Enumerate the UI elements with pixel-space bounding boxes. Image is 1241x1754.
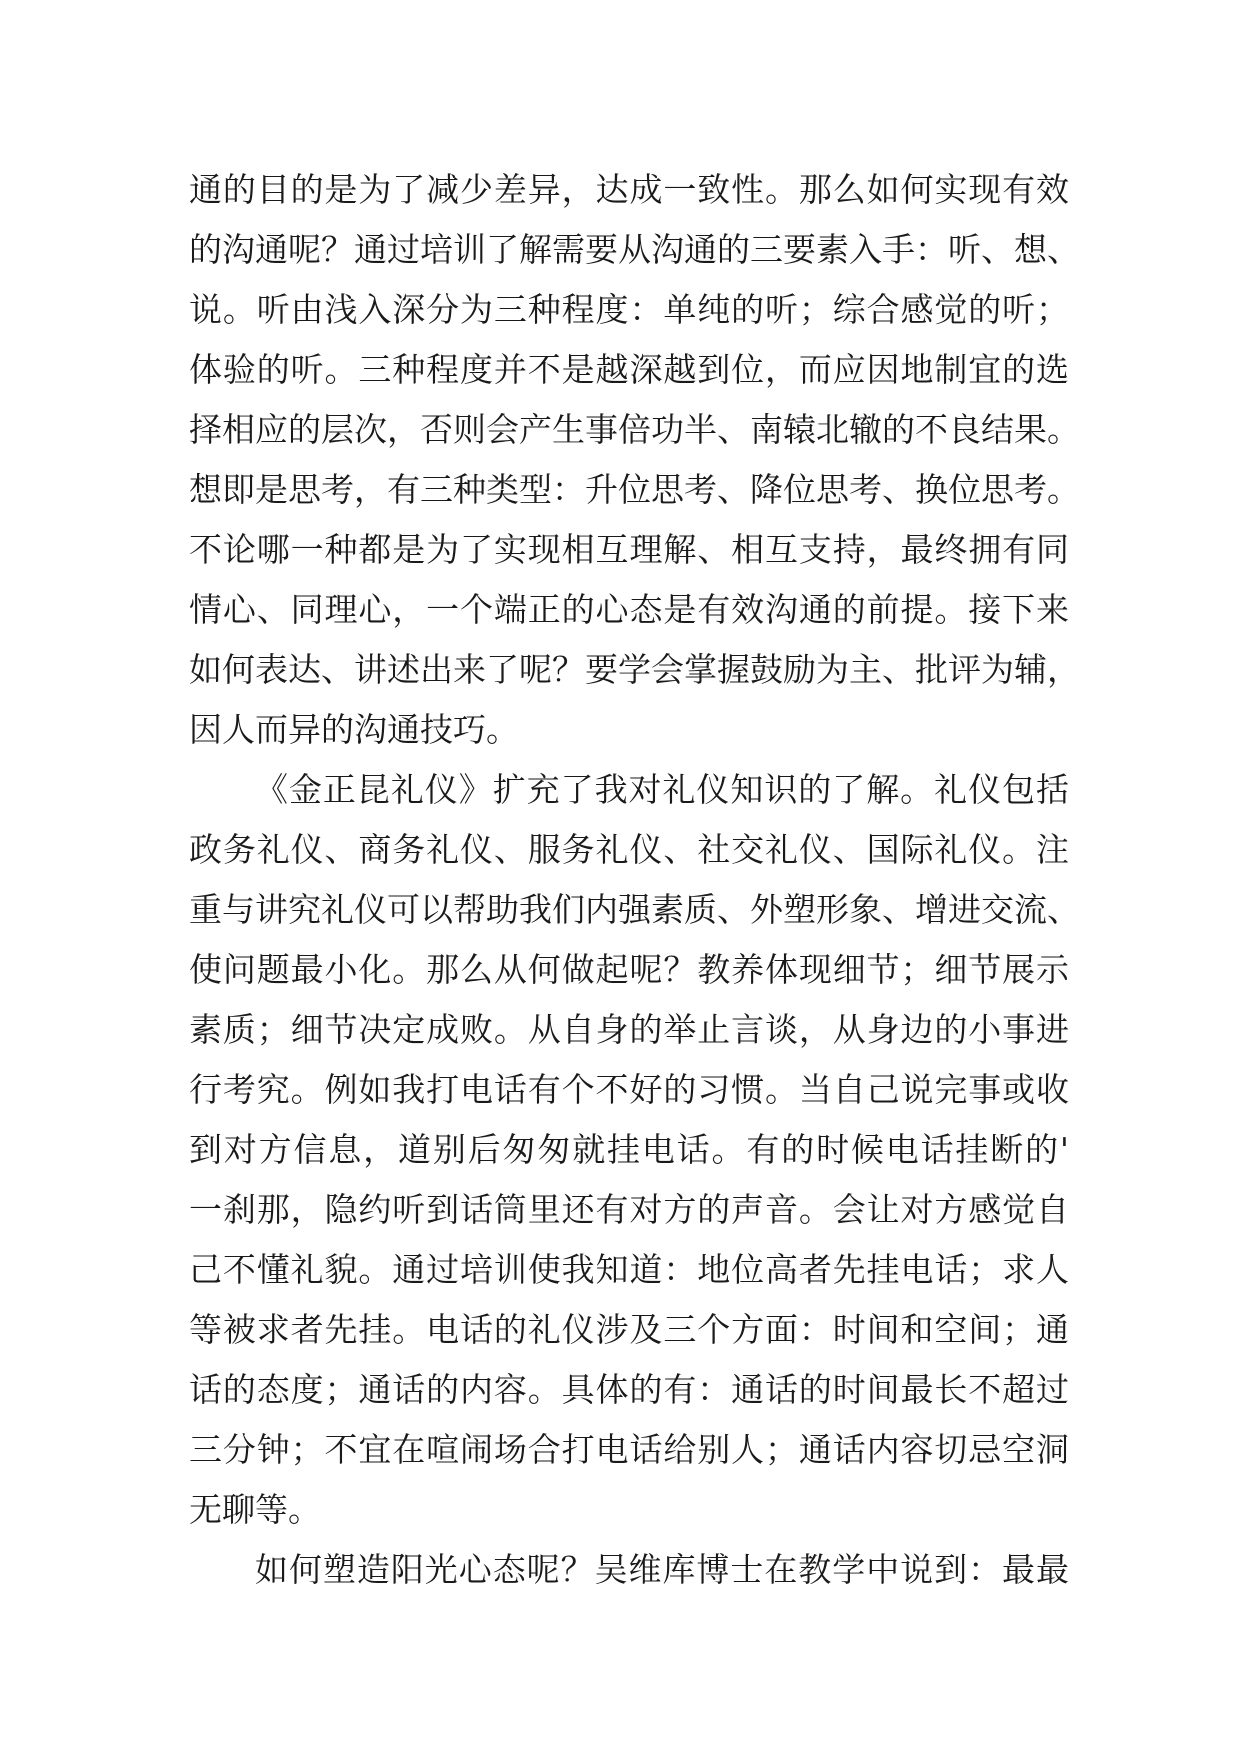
text-line: 政务礼仪、商务礼仪、服务礼仪、社交礼仪、国际礼仪。注 [189, 830, 1069, 869]
text-line: 话的态度；通话的内容。具体的有：通话的时间最长不超过 [189, 1370, 1069, 1409]
text-line: 等被求者先挂。电话的礼仪涉及三个方面：时间和空间；通 [189, 1310, 1069, 1349]
text-line: 使问题最小化。那么从何做起呢？教养体现细节；细节展示 [189, 950, 1069, 989]
text-line: 行考究。例如我打电话有个不好的习惯。当自己说完事或收 [189, 1070, 1069, 1109]
text-line: 无聊等。 [189, 1490, 321, 1529]
text-line: 重与讲究礼仪可以帮助我们内强素质、外塑形象、增进交流、 [189, 890, 1080, 929]
text-line: 一刹那，隐约听到话筒里还有对方的声音。会让对方感觉自 [189, 1190, 1069, 1229]
text-line: 己不懂礼貌。通过培训使我知道：地位高者先挂电话；求人 [189, 1250, 1069, 1289]
text-line: 素质；细节决定成败。从自身的举止言谈，从身边的小事进 [189, 1010, 1069, 1049]
text-line: 通的目的是为了减少差异，达成一致性。那么如何实现有效 [189, 170, 1069, 209]
text-line: 不论哪一种都是为了实现相互理解、相互支持，最终拥有同 [189, 530, 1069, 569]
text-line: 说。听由浅入深分为三种程度：单纯的听；综合感觉的听； [189, 290, 1069, 329]
text-line: 体验的听。三种程度并不是越深越到位，而应因地制宜的选 [189, 350, 1069, 389]
text-line: 因人而异的沟通技巧。 [189, 710, 519, 749]
text-line: 三分钟；不宜在喧闹场合打电话给别人；通话内容切忌空洞 [189, 1430, 1069, 1469]
text-line: 想即是思考，有三种类型：升位思考、降位思考、换位思考。 [189, 470, 1080, 509]
paragraph-start-line: 《金正昆礼仪》扩充了我对礼仪知识的了解。礼仪包括 [255, 770, 1069, 809]
body-text [189, 160, 1080, 1600]
text-line: 的沟通呢？通过培训了解需要从沟通的三要素入手：听、想、 [189, 230, 1080, 269]
text-line: 到对方信息，道别后匆匆就挂电话。有的时候电话挂断的' [189, 1130, 1069, 1169]
text-line: 如何表达、讲述出来了呢？要学会掌握鼓励为主、批评为辅， [189, 650, 1080, 689]
text-line: 情心、同理心，一个端正的心态是有效沟通的前提。接下来 [189, 590, 1069, 629]
paragraph-start-line: 如何塑造阳光心态呢？吴维库博士在教学中说到：最最 [255, 1550, 1069, 1589]
text-line: 择相应的层次，否则会产生事倍功半、南辕北辙的不良结果。 [189, 410, 1080, 449]
